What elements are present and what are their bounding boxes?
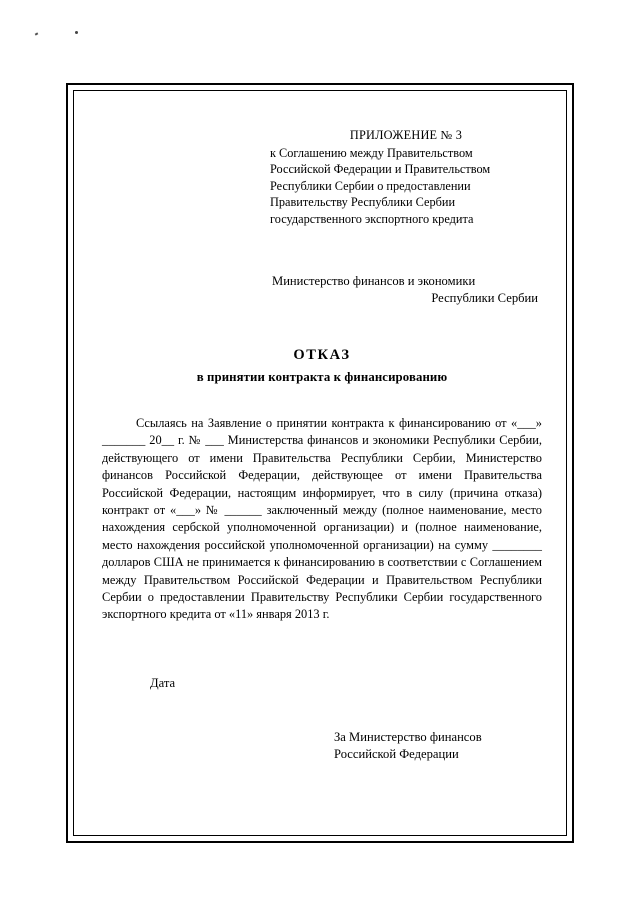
addressee-block [272, 273, 542, 307]
appendix-reference [270, 127, 542, 227]
signature-line-2: Российской Федерации [334, 747, 459, 762]
scan-speck-icon [75, 31, 78, 34]
page-subtitle: в принятии контракта к финансированию [196, 370, 448, 384]
document-content [68, 85, 576, 845]
signature-line-1: За Министерство финансов [334, 729, 482, 744]
addressee-line-2: Республики Сербии [431, 291, 538, 305]
addressee-line-1: Министерство финансов и экономики [272, 274, 476, 288]
document-heading [102, 347, 542, 385]
scan-speck-icon [35, 32, 39, 35]
appendix-line: Российской Федерации и Правительством [270, 162, 491, 176]
appendix-line: к Соглашению между Правительством [270, 145, 473, 160]
appendix-line: Республики Сербии о предоставлении [270, 178, 471, 193]
appendix-title: ПРИЛОЖЕНИЕ № 3 [349, 128, 463, 142]
body-paragraph: Ссылаясь на Заявление о принятии контракта к финансированию от «___» _______ 20__ г. № ___ Министерства финансов и экономики Республики Сербии, действующего от имени Правительства Республики Сербии, Министерство финансов Российской Федерации, действующее от имени Правительства Российской Федерации, настоящим информирует, что в силу (причина отказа) контракт от «___» № ______ заключенный между (полное наименование, место нахождения сербской уполномоченной организации) и (полное наименование, место нахождения российской уполномоченной организации) на сумму ________ долларов США не принимается к финансированию в соответствии с Соглашением между Правительством Российской Федерации и Правительством Республики Сербии о предоставлении Правительству Республики Сербии государственного экспортного кредита от «11» января 2013 г. [102, 416, 542, 622]
appendix-line: государственного экспортного кредита [270, 211, 474, 226]
appendix-line: Правительству Республики Сербии [270, 195, 456, 209]
document-border [66, 83, 574, 843]
signature-block [334, 729, 542, 764]
page-title: ОТКАЗ [293, 347, 351, 363]
date-label: Дата [150, 675, 176, 690]
